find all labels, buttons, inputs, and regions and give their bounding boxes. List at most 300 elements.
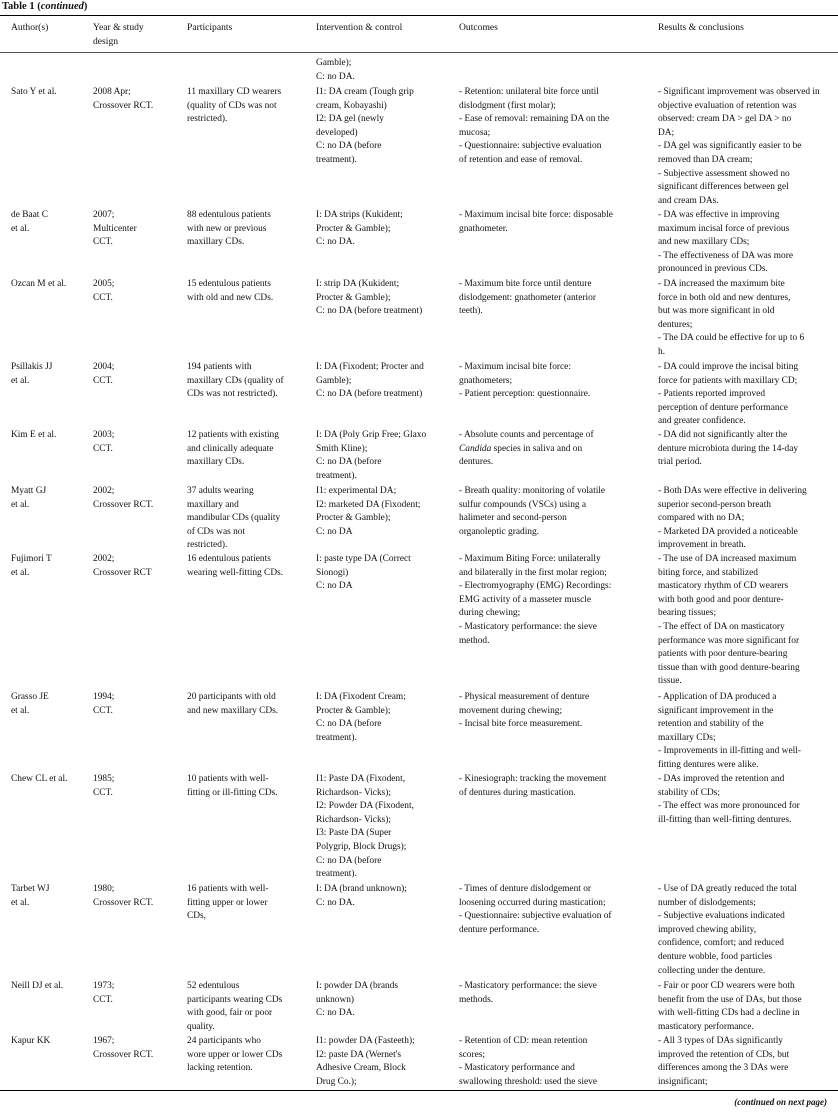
- cell-line: 20 participants with old: [187, 692, 276, 702]
- cell-line: Sato Y et al.: [11, 87, 57, 97]
- cell-line: movement during chewing;: [459, 705, 563, 716]
- cell-line: organoleptic grading.: [459, 526, 540, 537]
- cell-line: - Subjective assessment showed no: [658, 168, 790, 179]
- cell-line: - The effect was more pronounced for: [658, 801, 800, 812]
- header-results: [658, 21, 836, 35]
- cell-line: EMG activity of a masseter muscle: [459, 594, 591, 605]
- cell-line: Sionogi): [316, 567, 349, 578]
- cell-line: 1967;: [93, 1036, 115, 1046]
- cell-intervention: [316, 883, 456, 910]
- cell-line: C: no DA.: [316, 897, 355, 908]
- cell-line: CDs,: [187, 911, 207, 922]
- cell-line: developed): [316, 127, 358, 138]
- cell-outcomes: [459, 429, 654, 470]
- cell-line: Crossover RCT.: [93, 1049, 154, 1060]
- cell-line: maxillary CDs;: [658, 732, 716, 743]
- cell-line: C: no DA.: [316, 1008, 355, 1019]
- cell-line: - Questionnaire: subjective evaluation of: [459, 911, 612, 922]
- cell-line: tissue.: [658, 676, 682, 687]
- cell-results: [658, 209, 836, 277]
- cell-line: I1: experimental DA;: [316, 486, 397, 496]
- cell-line: Ozcan M et al.: [11, 279, 67, 289]
- cell-line: dislodgement: gnathometer (anterior: [459, 292, 596, 303]
- cell-outcomes: [459, 278, 654, 319]
- cell-line: observed: cream DA > gel DA > no: [658, 114, 792, 125]
- cell-line: loosening occurred during mastication;: [459, 897, 606, 908]
- cell-line: CCT.: [93, 705, 113, 716]
- cell-line: 15 edentulous patients: [187, 279, 271, 289]
- cell-line: 2003;: [93, 430, 115, 440]
- cell-line: Fujimori T: [11, 554, 52, 564]
- cell-line: Procter & Gamble);: [316, 223, 391, 234]
- cell-line: 52 edentulous: [187, 981, 240, 991]
- cell-line: C: no DA.: [316, 237, 355, 248]
- cell-year-design: [93, 691, 185, 718]
- header-outcomes: [459, 21, 654, 35]
- cell-line: I1: DA cream (Tough grip: [316, 87, 414, 97]
- header-year-design: [93, 21, 185, 48]
- cell-intervention: [316, 691, 456, 745]
- cell-line: - DA did not significantly alter the: [658, 430, 788, 440]
- cell-line: I: DA (brand unknown);: [316, 884, 407, 894]
- cell-line: confidence, comfort; and reduced: [658, 938, 784, 949]
- cell-line: treatment).: [316, 470, 357, 481]
- cell-line: scores;: [459, 1049, 486, 1060]
- cell-intervention: [316, 86, 456, 168]
- cell-results: [658, 883, 836, 978]
- cell-line: Richardson- Vicks);: [316, 814, 392, 825]
- cell-line: retention and stability of the: [658, 719, 764, 730]
- cell-line: wore upper or lower CDs: [187, 1049, 283, 1060]
- cell-line: gnathometer.: [459, 223, 508, 234]
- cell-line: number of dislodgements;: [658, 897, 756, 908]
- header-participants-text: Participants: [187, 22, 233, 33]
- cell-line: - The effectiveness of DA was more: [658, 250, 794, 261]
- header-results-text: Results & conclusions: [658, 22, 744, 33]
- cell-line: - Masticatory performance and: [459, 1063, 575, 1074]
- continued-footer: (continued on next page): [734, 1097, 827, 1107]
- caption-suffix: ): [83, 1, 88, 12]
- cell-line: maxillary CDs.: [187, 457, 245, 468]
- cell-line: 37 adults wearing: [187, 486, 254, 496]
- cell-outcomes: [459, 773, 654, 800]
- cell-line: - Maximum Biting Force: unilaterally: [459, 554, 601, 564]
- cell-intervention: [316, 980, 456, 1021]
- cell-line: 1985;: [93, 774, 115, 784]
- cell-line: - Application of DA produced a: [658, 692, 777, 702]
- cell-line: treatment).: [316, 154, 357, 165]
- cell-participants: [187, 361, 312, 402]
- cell-line: improvement in breath.: [658, 540, 746, 551]
- caption-prefix: Table 1 (: [2, 1, 41, 12]
- cell-line: and cream DAs.: [658, 195, 719, 206]
- cell-line: and greater confidence.: [658, 416, 746, 427]
- species-name: Candida: [459, 443, 492, 454]
- cell-line: - Absolute counts and percentage of: [459, 430, 594, 440]
- cell-line: Chew CL et al.: [11, 774, 68, 784]
- cell-line: et al.: [11, 897, 30, 908]
- cell-line: Gamble);: [316, 375, 352, 386]
- cell-participants: [187, 86, 312, 127]
- cell-participants: [187, 883, 312, 924]
- cell-line: pronounced in previous CDs.: [658, 264, 768, 275]
- cell-line: methods.: [459, 994, 494, 1005]
- header-year-line: Year & study: [93, 22, 144, 33]
- cell-line: differences among the 3 DAs were: [658, 1063, 789, 1074]
- cell-line: 16 patients with well-: [187, 884, 269, 894]
- cell-line: 16 edentulous patients: [187, 554, 271, 564]
- cell-line: 1973;: [93, 981, 115, 991]
- cell-line: C: no DA (before: [316, 141, 382, 152]
- cell-line: - The use of DA increased maximum: [658, 554, 797, 564]
- cell-year-design: [93, 429, 185, 456]
- cell-line: compared with no DA;: [658, 513, 745, 524]
- header-author-text: Author(s): [11, 22, 49, 33]
- cell-line: C: no DA: [316, 526, 353, 537]
- cell-line: - Use of DA greatly reduced the total: [658, 884, 797, 894]
- cell-line: Adhesive Cream, Block: [316, 1063, 406, 1074]
- cell-line: C: no DA (before treatment): [316, 306, 423, 317]
- cell-line: h.: [658, 346, 666, 357]
- cell-line: fitting or ill-fitting CDs.: [187, 787, 278, 798]
- cell-outcomes: [459, 1035, 654, 1089]
- cell-line: Grasso JE: [11, 692, 49, 702]
- cell-intervention: [316, 278, 456, 319]
- cell-year-design: [93, 278, 185, 305]
- cell-line: unknown): [316, 994, 355, 1005]
- cell-results: [658, 1035, 836, 1089]
- cell-line: - The effect of DA on masticatory: [658, 621, 785, 632]
- cell-line: 2002;: [93, 554, 115, 564]
- cell-intervention: [316, 429, 456, 483]
- cell-line: with well-fitting CDs had a decline in: [658, 1008, 800, 1019]
- cell-results: [658, 361, 836, 429]
- cell-outcomes: [459, 553, 654, 648]
- cell-year-design: [93, 980, 185, 1007]
- cell-line: 2002;: [93, 486, 115, 496]
- cell-line: Tarbet WJ: [11, 884, 50, 894]
- header-participants: [187, 21, 312, 35]
- cell-line: - Times of denture dislodgement or: [459, 884, 592, 894]
- cell-line: I: DA (Fixodent; Procter and: [316, 362, 424, 372]
- cell-results: [658, 278, 836, 360]
- cell-line: 1980;: [93, 884, 115, 894]
- cell-line: dentures.: [459, 457, 494, 468]
- cell-line: objective evaluation of retention was: [658, 100, 797, 111]
- cell-line: and clinically adequate: [187, 443, 274, 454]
- cell-line: stability of CDs;: [658, 787, 720, 798]
- cell-line: maxillary CDs (quality of: [187, 375, 284, 386]
- cell-line: treatment).: [316, 869, 357, 880]
- cell-participants: [187, 691, 312, 718]
- cell-line: I: DA (Poly Grip Free; Glaxo: [316, 430, 427, 440]
- cell-line: et al.: [11, 499, 30, 510]
- cell-line: superior second-person breath: [658, 499, 771, 510]
- cell-line: CCT.: [93, 375, 113, 386]
- cell-line: Neill DJ et al.: [11, 981, 64, 991]
- cell-participants: [187, 980, 312, 1034]
- cell-line: - Both DAs were effective in delivering: [658, 486, 807, 496]
- cell-line: trial period.: [658, 457, 702, 468]
- cell-line: 2004;: [93, 362, 115, 372]
- cell-line: dislodgment (first molar);: [459, 100, 556, 111]
- cell-author: [11, 485, 91, 512]
- cell-results: [658, 773, 836, 827]
- cell-author: [11, 773, 91, 787]
- cell-line: force in both old and new dentures,: [658, 292, 791, 303]
- cell-line: - Masticatory performance: the sieve: [459, 981, 597, 991]
- cell-line: et al.: [11, 567, 30, 578]
- cell-line: Crossover RCT.: [93, 100, 154, 111]
- cell-results: [658, 485, 836, 553]
- cell-line: DA;: [658, 127, 675, 138]
- cell-line: fitting upper or lower: [187, 897, 268, 908]
- cell-line: - The DA could be effective for up to 6: [658, 333, 805, 344]
- cell-outcomes: [459, 980, 654, 1007]
- cell-line: quality.: [187, 1021, 215, 1032]
- cell-line: restricted).: [187, 114, 228, 125]
- cell-line: lacking retention.: [187, 1063, 253, 1074]
- cell-line: fitting dentures were alike.: [658, 759, 759, 770]
- cell-line: Gamble);: [316, 58, 352, 68]
- cell-outcomes: [459, 691, 654, 732]
- cell-line: Myatt GJ: [11, 486, 47, 496]
- cell-line: with old and new CDs.: [187, 292, 274, 303]
- cell-line: halimeter and second-person: [459, 513, 567, 524]
- cell-outcomes: [459, 485, 654, 539]
- header-intervention-text: Intervention & control: [316, 22, 403, 33]
- cell-line: I1: powder DA (Fasteeth);: [316, 1036, 415, 1046]
- cell-line: 24 participants who: [187, 1036, 261, 1046]
- cell-outcomes: [459, 361, 654, 402]
- cell-author: [11, 553, 91, 580]
- cell-participants: [187, 485, 312, 553]
- cell-line: Crossover RCT: [93, 567, 152, 578]
- cell-year-design: [93, 485, 185, 512]
- cell-outcomes: [459, 883, 654, 937]
- cell-line: - DA increased the maximum bite: [658, 279, 785, 289]
- cell-line: wearing well-fitting CDs.: [187, 567, 284, 578]
- cell-line: restricted).: [187, 540, 228, 551]
- cell-line: swallowing threshold: used the sieve: [459, 1076, 597, 1087]
- cell-line: Polygrip, Block Drugs);: [316, 841, 407, 852]
- cell-line: - Incisal bite force measurement.: [459, 719, 583, 730]
- cell-participants: [187, 1035, 312, 1076]
- cell-line: denture wobble, food particles: [658, 951, 773, 962]
- cell-results: [658, 980, 836, 1034]
- cell-line: perception of denture performance: [658, 402, 788, 413]
- cell-results: [658, 86, 836, 208]
- cell-results: [658, 553, 836, 689]
- cell-author: [11, 1035, 91, 1049]
- cell-line: I2: DA gel (newly: [316, 114, 384, 125]
- cell-line: bearing tissues;: [658, 608, 717, 619]
- cell-line: 2007;: [93, 210, 115, 220]
- cell-line: gnathometers;: [459, 375, 513, 386]
- cell-year-design: [93, 361, 185, 388]
- cell-intervention: [316, 209, 456, 250]
- cell-line: with new or previous: [187, 223, 267, 234]
- cell-line: - DAs improved the retention and: [658, 774, 785, 784]
- cell-line: - Subjective evaluations indicated: [658, 911, 785, 922]
- cell-line: - All 3 types of DAs significantly: [658, 1036, 783, 1046]
- cell-line: I2: paste DA (Wernet's: [316, 1049, 402, 1060]
- cell-line: 1994;: [93, 692, 115, 702]
- cell-line: significant improvement in the: [658, 705, 774, 716]
- cell-line: mucosa;: [459, 127, 491, 138]
- cell-author: [11, 980, 91, 994]
- header-author: [11, 21, 91, 35]
- cell-line: 11 maxillary CD wearers: [187, 87, 282, 97]
- cell-line: benefit from the use of DAs, but those: [658, 994, 802, 1005]
- cell-line: collecting under the denture.: [658, 965, 766, 976]
- cell-line: CCT.: [93, 994, 113, 1005]
- cell-line: - Breath quality: monitoring of volatile: [459, 486, 606, 496]
- cell-line: - Significant improvement was observed in: [658, 87, 820, 97]
- cell-intervention: [316, 553, 456, 594]
- cell-line: - Retention: unilateral bite force until: [459, 87, 599, 97]
- cell-line: Crossover RCT.: [93, 897, 154, 908]
- cell-line: participants wearing CDs: [187, 994, 283, 1005]
- cell-line: of retention and ease of removal.: [459, 154, 583, 165]
- cell-line: with good, fair or poor: [187, 1008, 273, 1019]
- cell-line: Procter & Gamble);: [316, 513, 391, 524]
- cell-line: - DA was effective in improving: [658, 210, 780, 220]
- cell-line: - Maximum bite force until denture: [459, 279, 592, 289]
- cell-line: dentures;: [658, 319, 693, 330]
- cell-line: Psillakis JJ: [11, 362, 53, 372]
- cell-line: et al.: [11, 223, 30, 234]
- cell-line: - Patients reported improved: [658, 389, 766, 400]
- cell-line: Procter & Gamble);: [316, 705, 391, 716]
- cell-line: C: no DA (before: [316, 457, 382, 468]
- cell-line: Kapur KK: [11, 1036, 51, 1046]
- cell-participants: [187, 209, 312, 250]
- cell-year-design: [93, 1035, 185, 1062]
- cell-line: CCT.: [93, 787, 113, 798]
- cell-line: 12 patients with existing: [187, 430, 279, 440]
- cell-line: - Patient perception: questionnaire.: [459, 389, 591, 400]
- cell-line: Procter & Gamble);: [316, 292, 391, 303]
- cell-line: - Questionnaire: subjective evaluation: [459, 141, 602, 152]
- cell-participants: [187, 553, 312, 580]
- cell-intervention: [316, 773, 456, 882]
- caption-continued: continued: [40, 1, 84, 12]
- cell-line: I: paste type DA (Correct: [316, 554, 411, 564]
- cell-year-design: [93, 883, 185, 910]
- cell-line: 2005;: [93, 279, 115, 289]
- cell-line: C: no DA (before: [316, 855, 382, 866]
- cell-line: treatment).: [316, 732, 357, 743]
- cell-line: CCT.: [93, 443, 113, 454]
- cell-line: force for patients with maxillary CD;: [658, 375, 798, 386]
- cell-line: maxillary and: [187, 499, 239, 510]
- cell-author: [11, 883, 91, 910]
- cell-line: C: no DA: [316, 581, 353, 592]
- cell-line: masticatory rhythm of CD wearers: [658, 581, 789, 592]
- cell-line: maximum incisal force of previous: [658, 223, 790, 234]
- cell-line: CCT.: [93, 292, 113, 303]
- cell-line: Multicenter: [93, 223, 137, 234]
- cell-line: and new maxillary CDs;: [658, 237, 750, 248]
- cell-line: sulfur compounds (VSCs) using a: [459, 499, 587, 510]
- cell-results: [658, 691, 836, 773]
- cell-line: improved chewing ability,: [658, 924, 757, 935]
- cell-line: improved the retention of CDs, but: [658, 1049, 790, 1060]
- header-outcomes-text: Outcomes: [459, 22, 498, 33]
- cell-line: - Electromyography (EMG) Recordings:: [459, 581, 612, 592]
- header-design-line: design: [93, 35, 119, 47]
- cell-year-design: [93, 773, 185, 800]
- cell-line: - Retention of CD: mean retention: [459, 1036, 588, 1046]
- table-top-rule: [0, 15, 838, 16]
- cell-line: and bilaterally in the first molar region;: [459, 567, 607, 578]
- cell-line: I2: Powder DA (Fixodent,: [316, 801, 414, 812]
- cell-line: Drug Co.);: [316, 1076, 357, 1087]
- cell-participants: [187, 429, 312, 470]
- table-bottom-rule: [0, 1090, 838, 1091]
- cell-line: CCT.: [93, 237, 113, 248]
- cell-intervention: [316, 361, 456, 402]
- table-caption: [2, 0, 87, 14]
- cell-line: C: no DA.: [316, 71, 355, 82]
- cell-line: (quality of CDs was not: [187, 100, 277, 111]
- cell-line: - Improvements in ill-fitting and well-: [658, 746, 801, 757]
- cell-line: - Physical measurement of denture: [459, 692, 590, 702]
- cell-line: I: DA strips (Kukident;: [316, 210, 403, 220]
- cell-line: of dentures during mastication.: [459, 787, 576, 798]
- cell-line: - Ease of removal: remaining DA on the: [459, 114, 610, 125]
- cell-line: performance was more significant for: [658, 635, 800, 646]
- cell-author: [11, 361, 91, 388]
- cell-line: I: DA (Fixodent Cream;: [316, 692, 406, 702]
- cell-line: 194 patients with: [187, 362, 252, 372]
- cell-author: [11, 86, 91, 100]
- cell-line: and new maxillary CDs.: [187, 705, 279, 716]
- cell-line: CDs was not restricted).: [187, 389, 278, 400]
- cell-line: Kim E et al.: [11, 430, 57, 440]
- cell-line: mandibular CDs (quality: [187, 513, 281, 524]
- cell-line: et al.: [11, 375, 30, 386]
- cell-author: [11, 691, 91, 718]
- cell-line: significant differences between gel: [658, 182, 789, 193]
- cell-line: C: no DA (before: [316, 719, 382, 730]
- cell-line: - Fair or poor CD wearers were both: [658, 981, 795, 991]
- cell-line: - Kinesiograph: tracking the movement: [459, 774, 607, 784]
- cell-line: cream, Kobayashi): [316, 100, 387, 111]
- cell-participants: [187, 278, 312, 305]
- cell-author: [11, 429, 91, 443]
- cell-line: tissue than with good denture-bearing: [658, 662, 800, 673]
- cell-year-design: [93, 209, 185, 250]
- header-bottom-rule: [0, 52, 838, 53]
- cell-participants: [187, 773, 312, 800]
- cell-outcomes: [459, 86, 654, 168]
- cell-author: [11, 209, 91, 236]
- cell-author: [11, 278, 91, 292]
- cell-line: maxillary CDs.: [187, 237, 245, 248]
- cell-line: 88 edentulous patients: [187, 210, 271, 220]
- cell-line: 10 patients with well-: [187, 774, 269, 784]
- cell-line: C: no DA (before treatment): [316, 389, 423, 400]
- cell-line: insignificant;: [658, 1076, 708, 1087]
- cell-line: method.: [459, 635, 490, 646]
- cell-line: removed than DA cream;: [658, 154, 753, 165]
- cell-intervention: [316, 57, 456, 84]
- cell-line: with both good and poor denture-: [658, 594, 784, 605]
- cell-line: of CDs was not: [187, 526, 246, 537]
- cell-line: I1: Paste DA (Fixodent,: [316, 774, 406, 784]
